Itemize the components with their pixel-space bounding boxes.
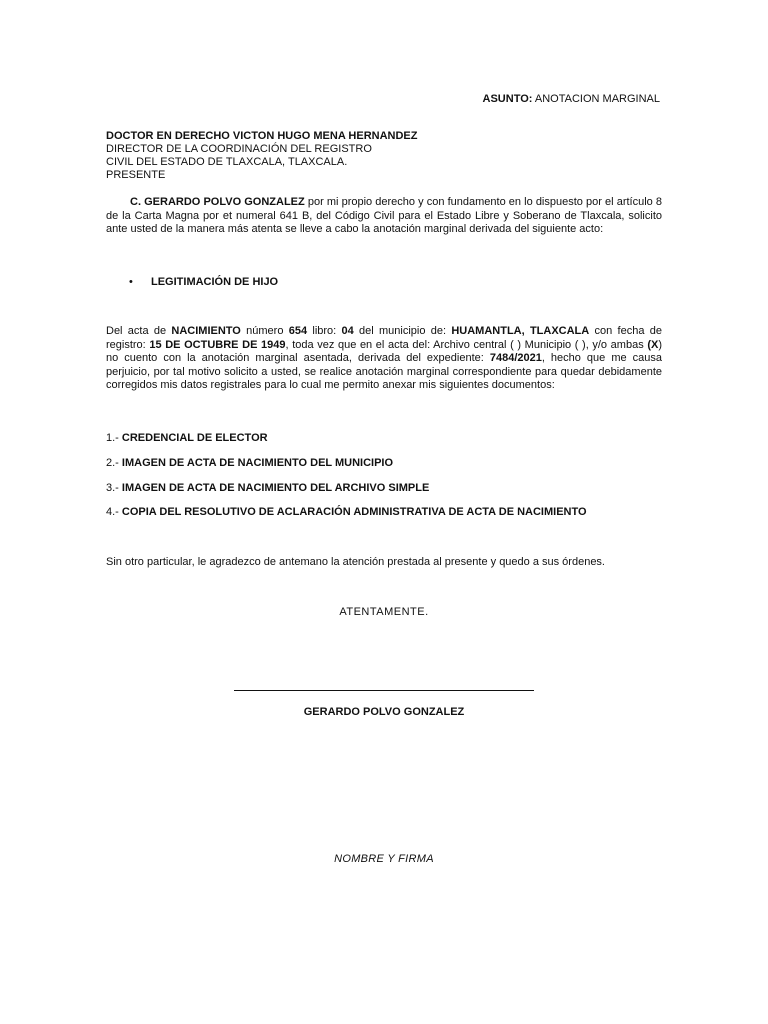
document-number: 3.- (106, 482, 119, 494)
acta-type: NACIMIENTO (171, 325, 241, 337)
document-title: COPIA DEL RESOLUTIVO DE ACLARACIÓN ADMINISTRATIVA DE ACTA DE NACIMIENTO (118, 506, 587, 518)
act-type: LEGITIMACIÓN DE HIJO (151, 276, 279, 288)
acta-text-8: , hecho que me causa perjuicio, por tal motivo solicito a usted, se realice anotación marginal correspondiente para quedar debidamente corregidos mis datos registrales para lo cual me permito anexar mis siguientes documentos: (106, 352, 662, 391)
document-title: IMAGEN DE ACTA DE NACIMIENTO DEL MUNICIPIO (118, 457, 394, 469)
signer-name: GERARDO POLVO GONZALEZ (303, 706, 465, 718)
acta-text-5: con fecha de registro: (106, 325, 662, 351)
document-title: CREDENCIAL DE ELECTOR (118, 432, 268, 444)
acta-number: 654 (288, 325, 308, 337)
recipient-title-line-1: DIRECTOR DE LA COORDINACIÓN DEL REGISTRO (106, 143, 372, 155)
acta-expediente: 7484/2021 (489, 352, 542, 364)
acta-text-2: número (240, 325, 289, 337)
act-bullet-item (129, 276, 278, 288)
acta-text-7: ) no cuento con la anotación marginal asentada, derivada del expediente: (106, 338, 662, 364)
atentamente: ATENTAMENTE. (339, 606, 429, 618)
acta-both-mark: (X (647, 338, 659, 351)
subject-line (483, 93, 660, 105)
recipient-name: DOCTOR EN DERECHO VICTON HUGO MENA HERNANDEZ (106, 130, 418, 142)
acta-text-3: libro: (307, 325, 342, 337)
petitioner-name: C. GERARDO POLVO GONZALEZ (130, 196, 305, 208)
document-item (106, 482, 429, 494)
acta-book: 04 (341, 325, 354, 337)
recipient-title-line-2: CIVIL DEL ESTADO DE TLAXCALA, TLAXCALA. (106, 156, 348, 168)
document-item (106, 506, 587, 518)
acta-text-4: del municipio de: (353, 325, 452, 337)
signature-line (234, 690, 534, 691)
subject-label: ASUNTO: (482, 93, 533, 105)
closing-text: Sin otro particular, le agradezco de antemano la atención prestada al presente y quedo a sus órdenes. (106, 556, 605, 568)
document-number: 2.- (106, 457, 119, 469)
document-number: 4.- (106, 506, 119, 518)
acta-paragraph (106, 325, 662, 393)
acta-text-6: , toda vez que en el acta del: Archivo central ( ) Municipio ( ), y/o ambas (285, 338, 648, 351)
recipient-presente: PRESENTE (106, 169, 166, 181)
bullet-icon: • (129, 276, 133, 288)
document-number: 1.- (106, 432, 119, 444)
document-title: IMAGEN DE ACTA DE NACIMIENTO DEL ARCHIVO SIMPLE (118, 482, 430, 494)
intro-paragraph (106, 196, 662, 237)
intro-text: por mi propio derecho y con fundamento en lo dispuesto por el artículo 8 de la Carta Magna por et numeral 641 B, del Código Civil para el Estado Libre y Soberano de Tlaxcala, solicito ante usted de la manera más atenta se lleve a cabo la anotación marginal derivada del siguiente acto: (106, 196, 662, 235)
recipient-block (106, 130, 417, 182)
signature-caption: NOMBRE Y FIRMA (334, 853, 434, 865)
acta-text-1: Del acta de (106, 325, 172, 337)
acta-registration-date: 15 DE OCTUBRE DE 1949 (149, 338, 286, 351)
subject-value: ANOTACION MARGINAL (534, 93, 660, 105)
document-item (106, 457, 393, 469)
acta-municipality: HUAMANTLA, TLAXCALA (451, 325, 590, 337)
document-item (106, 432, 268, 444)
